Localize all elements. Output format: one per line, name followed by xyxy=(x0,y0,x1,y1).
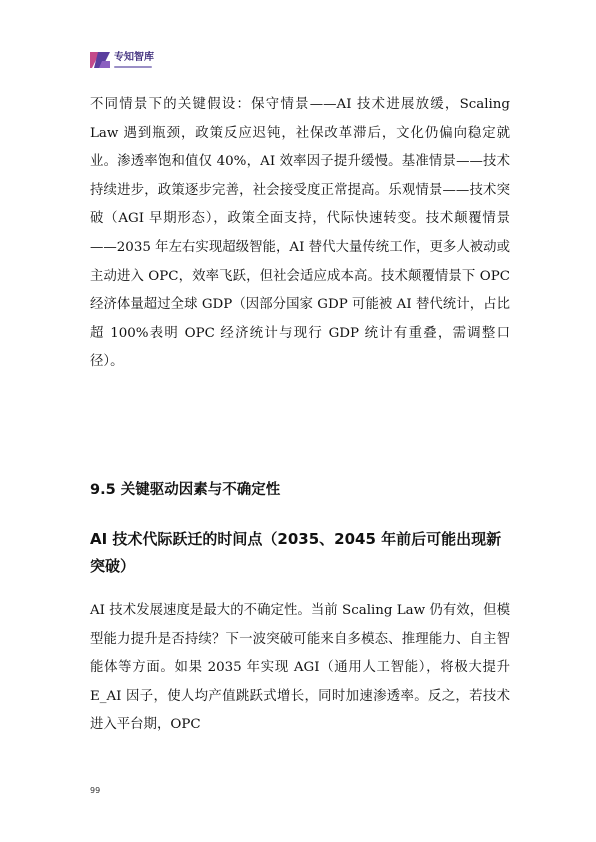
subsection-heading: AI 技术代际跃迁的时间点（2035、2045 年前后可能出现新突破） xyxy=(90,530,502,575)
section-heading: 9.5 关键驱动因素与不确定性 xyxy=(90,482,281,498)
page-number: 99 xyxy=(90,786,101,795)
logo xyxy=(89,49,154,71)
logo-icon xyxy=(89,49,111,71)
body-paragraph: 不同情景下的关键假设：保守情景——AI 技术进展放缓，Scaling Law 遇到瓶颈，政策反应迟钝，社保改革滞后，文化仍偏向稳定就业。渗透率饱和值仅 40%，AI 效率因子提升缓慢。基准情景——技术持续进步，政策逐步完善，社会接受度正常提高。乐观情景——技术突破（AGI 早期形态），政策全面支持，代际快速转变。技术颠覆情景——2035 年左右实现超级智能，AI 替代大量传统工作，更多人被动或主动进入 OPC，效率飞跃，但社会适应成本高。技术颠覆情景下 OPC 经济体量超过全球 GDP（因部分国家 GDP 可能被 AI 替代统计，占比超 100%表明 OPC 经济统计与现行 GDP 统计有重叠，需调整口径）。 xyxy=(90,97,510,370)
logo-tagline xyxy=(114,66,152,68)
logo-title: 专知智库 xyxy=(114,51,154,63)
body-paragraph: AI 技术发展速度是最大的不确定性。当前 Scaling Law 仍有效，但模型能力提升是否持续？下一波突破可能来自多模态、推理能力、自主智能体等方面。如果 2035 年实现 AGI（通用人工智能），将极大提升 E_AI 因子，使人均产值跳跃式增长，同时加速渗透率。反之，若技术进入平台期，OPC xyxy=(90,603,510,733)
